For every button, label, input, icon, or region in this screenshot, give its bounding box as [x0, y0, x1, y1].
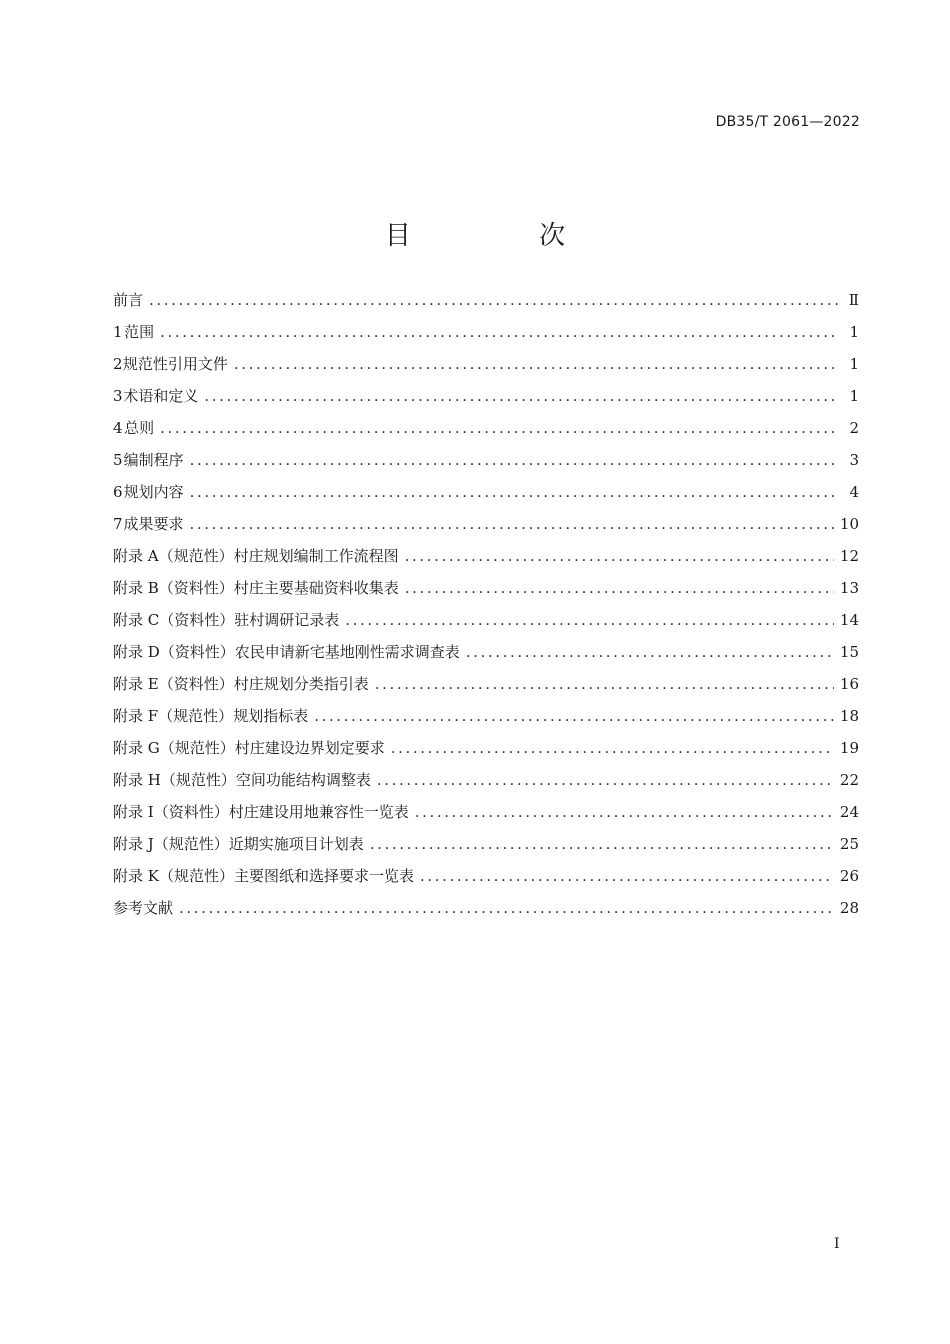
table-of-contents [113, 284, 859, 924]
toc-entry-6[interactable] [113, 476, 859, 508]
toc-entry-title: 近期实施项目计划表 [228, 835, 364, 853]
toc-entry-appendix-label: 附录 H（规范性） [113, 771, 236, 789]
toc-leader [405, 540, 834, 572]
toc-entry-page: 1 [849, 355, 859, 373]
toc-entry-appendix-label: 附录 C（资料性） [113, 611, 235, 629]
toc-leader [420, 860, 834, 892]
toc-leader [190, 444, 839, 476]
toc-entry-page: 1 [849, 387, 859, 405]
toc-leader [179, 892, 834, 924]
toc-entry-appendix-label: 附录 I（资料性） [113, 803, 229, 821]
toc-entry-appendix-i[interactable] [113, 796, 859, 828]
toc-entry-page: 26 [839, 867, 859, 885]
toc-leader [466, 636, 834, 668]
toc-entry-appendix-a[interactable] [113, 540, 859, 572]
toc-entry-title: 范围 [124, 323, 155, 341]
toc-entry-page: Ⅱ [848, 291, 859, 309]
toc-entry-title: 成果要求 [123, 515, 184, 533]
toc-entry-appendix-label: 附录 E（资料性） [113, 675, 234, 693]
toc-entry-appendix-c[interactable] [113, 604, 859, 636]
toc-entry-number: 1 [113, 323, 123, 341]
toc-entry-appendix-k[interactable] [113, 860, 859, 892]
toc-leader [314, 700, 834, 732]
toc-entry-number: 7 [113, 515, 123, 533]
toc-entry-title: 村庄主要基础资料收集表 [233, 579, 399, 597]
toc-leader [345, 604, 834, 636]
toc-entry-appendix-d[interactable] [113, 636, 859, 668]
toc-leader [415, 796, 834, 828]
toc-entry-page: 3 [849, 451, 859, 469]
toc-entry-page: 25 [839, 835, 859, 853]
toc-entry-foreword[interactable] [113, 284, 859, 316]
toc-entry-page: 13 [839, 579, 859, 597]
toc-entry-title: 农民申请新宅基地刚性需求调查表 [234, 643, 460, 661]
toc-entry-appendix-label: 附录 D（资料性） [113, 643, 235, 661]
toc-entry-title: 总则 [124, 419, 155, 437]
toc-entry-page: 1 [849, 323, 859, 341]
page-number: I [834, 1236, 840, 1252]
toc-entry-page: 16 [839, 675, 859, 693]
toc-entry-page: 10 [839, 515, 859, 533]
toc-entry-title: 主要图纸和选择要求一览表 [233, 867, 414, 885]
toc-entry-1[interactable] [113, 316, 859, 348]
toc-entry-page: 28 [839, 899, 859, 917]
toc-entry-title: 村庄规划分类指引表 [233, 675, 369, 693]
toc-leader [405, 572, 834, 604]
toc-leader [149, 284, 839, 316]
toc-entry-title: 驻村调研记录表 [234, 611, 340, 629]
toc-leader [375, 668, 834, 700]
document-code: DB35/T 2061—2022 [715, 114, 860, 130]
toc-entry-title: 规划内容 [123, 483, 184, 501]
toc-entry-4[interactable] [113, 412, 859, 444]
toc-entry-appendix-b[interactable] [113, 572, 859, 604]
toc-entry-title: 村庄建设用地兼容性一览表 [228, 803, 409, 821]
toc-entry-page: 2 [849, 419, 859, 437]
toc-leader [160, 316, 839, 348]
toc-leader [234, 348, 839, 380]
toc-entry-number: 5 [113, 451, 123, 469]
toc-entry-title: 规划指标表 [233, 707, 309, 725]
toc-entry-appendix-label: 附录 B（资料性） [113, 579, 234, 597]
toc-leader [190, 476, 839, 508]
toc-entry-3[interactable] [113, 380, 859, 412]
toc-leader [377, 764, 834, 796]
toc-entry-page: 14 [839, 611, 859, 629]
toc-entry-title: 村庄建设边界划定要求 [234, 739, 385, 757]
toc-entry-title: 编制程序 [123, 451, 184, 469]
toc-entry-title: 村庄规划编制工作流程图 [233, 547, 399, 565]
toc-leader [391, 732, 834, 764]
toc-entry-number: 3 [113, 387, 123, 405]
toc-entry-7[interactable] [113, 508, 859, 540]
toc-leader [370, 828, 834, 860]
toc-entry-appendix-g[interactable] [113, 732, 859, 764]
toc-entry-page: 12 [839, 547, 859, 565]
toc-entry-appendix-label: 附录 F（规范性） [113, 707, 234, 725]
toc-entry-appendix-label: 附录 G（规范性） [113, 739, 235, 757]
toc-entry-5[interactable] [113, 444, 859, 476]
toc-entry-title: 空间功能结构调整表 [235, 771, 371, 789]
toc-entry-title: 参考文献 [113, 899, 174, 917]
toc-entry-title: 术语和定义 [123, 387, 199, 405]
toc-entry-appendix-h[interactable] [113, 764, 859, 796]
toc-leader [190, 508, 834, 540]
toc-entry-number: 6 [113, 483, 123, 501]
toc-entry-page: 22 [839, 771, 859, 789]
toc-entry-title: 前言 [113, 291, 144, 309]
toc-leader [160, 412, 839, 444]
toc-entry-page: 15 [839, 643, 859, 661]
page-title: 目 次 [384, 221, 626, 252]
toc-entry-appendix-label: 附录 J（规范性） [113, 835, 229, 853]
toc-entry-page: 19 [839, 739, 859, 757]
toc-entry-title: 规范性引用文件 [122, 355, 228, 373]
toc-entry-appendix-label: 附录 A（规范性） [113, 547, 234, 565]
toc-leader [204, 380, 839, 412]
toc-entry-page: 24 [839, 803, 859, 821]
toc-entry-appendix-j[interactable] [113, 828, 859, 860]
toc-entry-appendix-e[interactable] [113, 668, 859, 700]
toc-entry-references[interactable] [113, 892, 859, 924]
toc-entry-appendix-f[interactable] [113, 700, 859, 732]
toc-entry-2[interactable] [113, 348, 859, 380]
toc-entry-number: 4 [113, 419, 123, 437]
toc-entry-page: 18 [839, 707, 859, 725]
toc-entry-page: 4 [849, 483, 859, 501]
toc-entry-number: 2 [113, 355, 123, 373]
toc-entry-appendix-label: 附录 K（规范性） [113, 867, 234, 885]
